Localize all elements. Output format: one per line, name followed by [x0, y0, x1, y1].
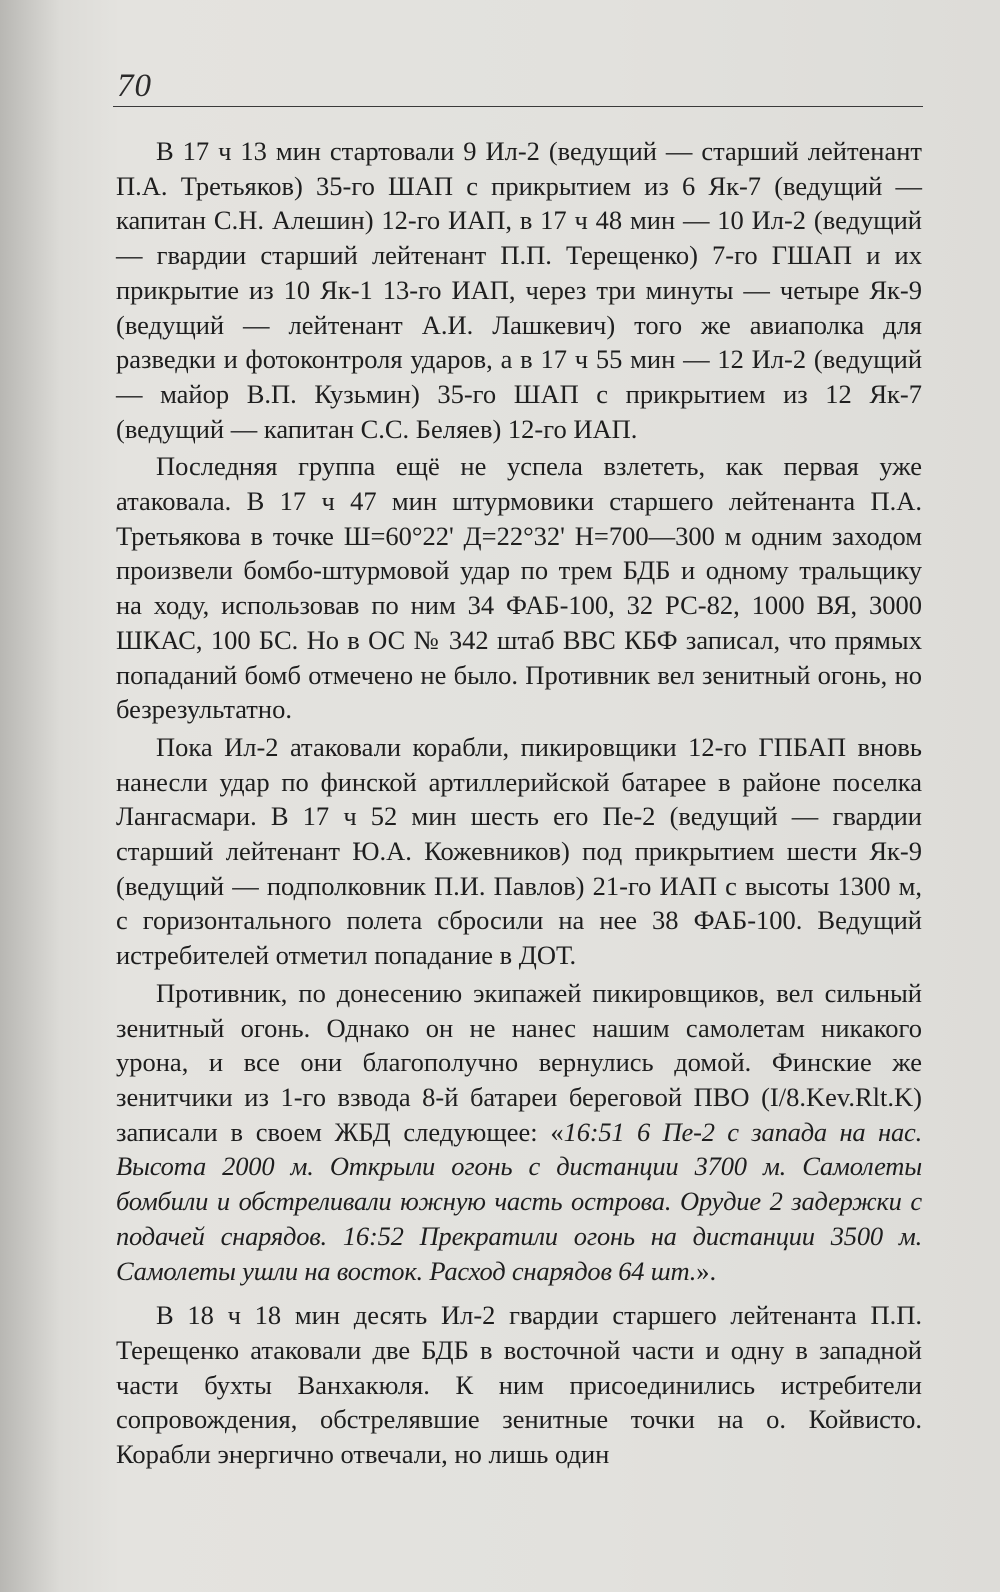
page-header	[113, 62, 923, 107]
paragraph-4	[116, 976, 922, 1288]
war-diary-quote: 16:51 6 Пе-2 с запада на нас. Высота 2000 м. Открыли огонь с дистанции 3700 м. Самолеты бомбили и обстреливали южную часть острова. Орудие 2 задержки с подачей снарядов. 16:52 Прекратили огонь на дистанции 3500 м. Самолеты ушли на восток. Расход снарядов 64 шт.	[116, 1116, 922, 1286]
body-text	[116, 134, 922, 1472]
paragraph-4-tail: ».	[696, 1255, 717, 1286]
paragraph-1: В 17 ч 13 мин стартовали 9 Ил-2 (ведущий — старший лейтенант П.А. Третьяков) 35-го ШАП с прикрытием из 6 Як-7 (ведущий — капитан С.Н. Алешин) 12-го ИАП, в 17 ч 48 мин — 10 Ил-2 (ведущий — гвардии старший лейтенант П.П. Терещенко) 7-го ГШАП и их прикрытие из 10 Як-1 13-го ИАП, через три минуты — четыре Як-9 (ведущий — лейтенант А.И. Лашкевич) того же авиаполка для разведки и фотоконтроля ударов, а в 17 ч 55 мин — 12 Ил-2 (ведущий — майор В.П. Кузьмин) 35-го ШАП с прикрытием из 12 Як-7 (ведущий — капитан С.С. Беляев) 12-го ИАП.	[116, 136, 922, 444]
paragraph-4-text: Противник, по донесению экипажей пикировщиков, вел сильный зенитный огонь. Однако он не нанес нашим самолетам никакого урона, и все они благополучно вернулись домой. Финские же зенитчики из 1-го взвода 8-й батареи береговой ПВО (I/8.Kev.Rlt.K) записали в своем ЖБД следующее: «	[116, 977, 922, 1147]
page-number: 70	[117, 68, 152, 104]
paragraph-3: Пока Ил-2 атаковали корабли, пикировщики 12-го ГПБАП вновь нанесли удар по финской артиллерийской батарее в районе поселка Лангасмари. В 17 ч 52 мин шесть его Пе-2 (ведущий — гвардии старший лейтенант Ю.А. Кожевников) под прикрытием шести Як-9 (ведущий — подполковник П.И. Павлов) 21-го ИАП с высоты 1300 м, с горизонтального полета сбросили на нее 38 ФАБ-100. Ведущий истребителей отметил попадание в ДОТ.	[116, 731, 922, 971]
paragraph-2: Последняя группа ещё не успела взлететь, как первая уже атаковала. В 17 ч 47 мин штурмовики старшего лейтенанта П.А. Третьякова в точке Ш=60°22' Д=22°32' Н=700—300 м одним заходом произвели бомбо-штурмовой удар по трем БДБ и одному тральщику на ходу, использовав по ним 34 ФАБ-100, 32 РС-82, 1000 ВЯ, 3000 ШКАС, 100 БС. Но в ОС № 342 штаб ВВС КБФ записал, что прямых попаданий бомб отмечено не было. Противник вел зенитный огонь, но безрезультатно.	[116, 451, 922, 725]
paragraph-5: В 18 ч 18 мин десять Ил-2 гвардии старшего лейтенанта П.П. Терещенко атаковали две БДБ в восточной части и одну в западной части бухты Ванхакюля. К ним присоединились истребители сопровождения, обстрелявшие зенитные точки на о. Койвисто. Корабли энергично отвечали, но лишь один	[116, 1300, 922, 1470]
